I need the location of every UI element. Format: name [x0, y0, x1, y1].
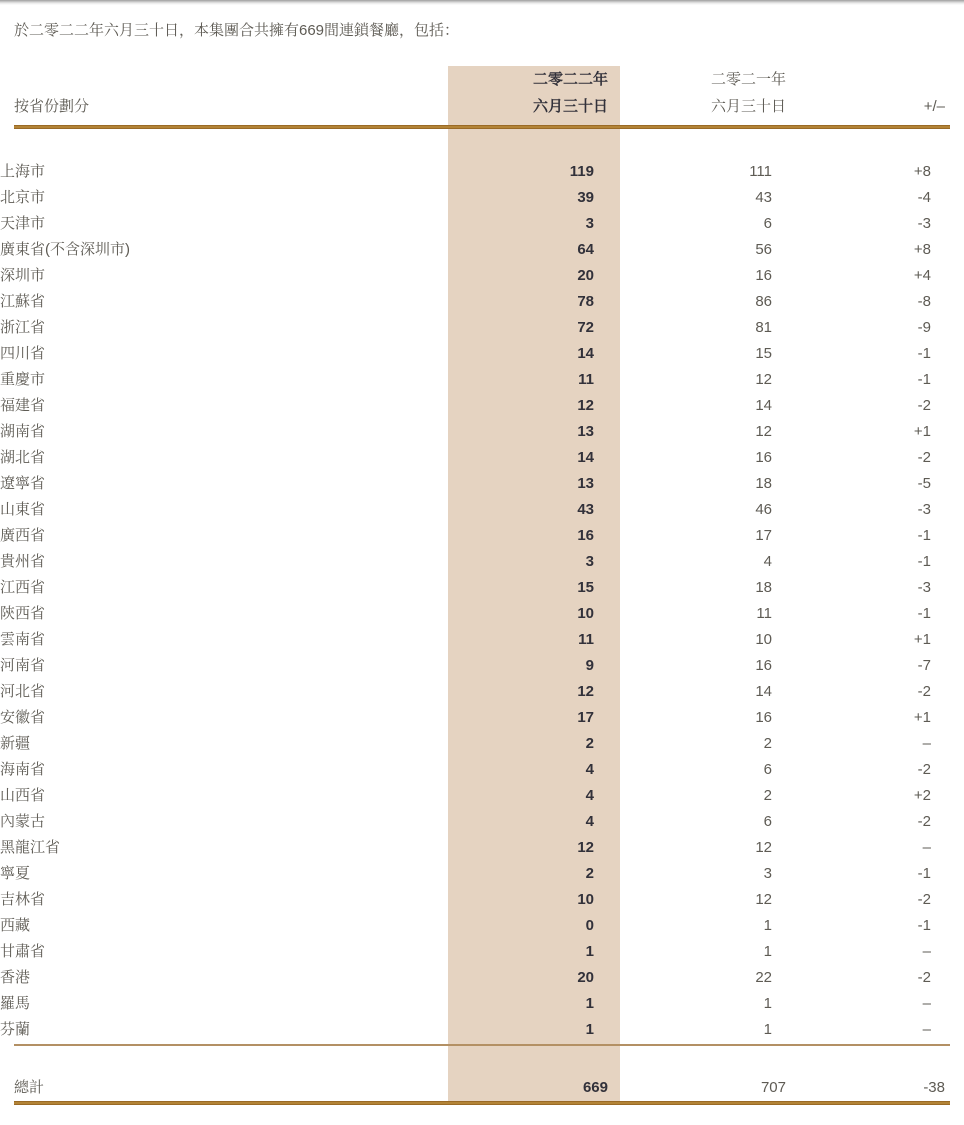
value-2022: 12: [577, 683, 594, 700]
value-change: -2: [917, 969, 931, 986]
value-change: -1: [917, 917, 931, 934]
table-row: [0, 601, 964, 627]
table-row: [0, 445, 964, 471]
value-2021: 12: [755, 891, 772, 908]
value-2022: 10: [577, 605, 594, 622]
value-2022: 0: [585, 917, 594, 934]
value-2022: 4: [585, 761, 594, 778]
value-change: -1: [917, 371, 931, 388]
value-2021: 16: [755, 267, 772, 284]
value-2022: 119: [569, 163, 594, 180]
value-change: -1: [917, 345, 931, 362]
province-name: 四川省: [0, 345, 46, 362]
value-2022: 12: [577, 839, 594, 856]
value-2021: 43: [755, 189, 772, 206]
total-change: -38: [923, 1079, 945, 1096]
value-2022: 1: [585, 995, 594, 1012]
table-bottom-rule: [14, 1101, 950, 1105]
column-header-2022: [448, 66, 620, 120]
value-change: –: [922, 943, 931, 960]
value-2021: 1: [763, 943, 772, 960]
value-2022: 39: [577, 189, 594, 206]
header-divider-rule: [14, 125, 950, 129]
value-2022: 9: [585, 657, 594, 674]
value-2021: 1: [763, 917, 772, 934]
value-2022: 13: [577, 475, 594, 492]
value-2022: 4: [585, 787, 594, 804]
value-change: -4: [917, 189, 931, 206]
value-2021: 111: [749, 163, 772, 180]
table-row: [0, 783, 964, 809]
table-row: [0, 575, 964, 601]
table-row: [0, 393, 964, 419]
value-change: -5: [917, 475, 931, 492]
value-2021: 16: [755, 449, 772, 466]
province-name: 重慶市: [0, 371, 46, 388]
value-change: -2: [917, 397, 931, 414]
province-name: 安徽省: [0, 709, 46, 726]
table-row: [0, 523, 964, 549]
value-2021: 12: [755, 839, 772, 856]
table-row: [0, 965, 964, 991]
value-change: +1: [913, 709, 931, 726]
province-name: 江西省: [0, 579, 46, 596]
table-row: [0, 679, 964, 705]
province-name: 羅馬: [0, 995, 31, 1012]
value-change: –: [922, 1021, 931, 1038]
value-change: -3: [917, 579, 931, 596]
value-2021: 6: [763, 813, 772, 830]
table-row: [0, 367, 964, 393]
value-2021: 2: [763, 735, 772, 752]
province-name: 河南省: [0, 657, 46, 674]
value-2021: 17: [755, 527, 772, 544]
column-header-2022-date: 六月三十日: [532, 98, 608, 115]
value-2021: 2: [763, 787, 772, 804]
province-name: 吉林省: [0, 891, 46, 908]
value-2022: 17: [577, 709, 594, 726]
value-change: -2: [917, 813, 931, 830]
province-name: 芬蘭: [0, 1021, 31, 1038]
value-2021: 15: [755, 345, 772, 362]
table-row: [0, 159, 964, 185]
value-2021: 12: [755, 423, 772, 440]
value-2022: 78: [577, 293, 594, 310]
value-2021: 22: [755, 969, 772, 986]
value-change: +1: [913, 631, 931, 648]
province-name: 北京市: [0, 189, 46, 206]
value-2022: 4: [585, 813, 594, 830]
value-2021: 11: [756, 605, 772, 622]
table-row: [0, 757, 964, 783]
value-change: +8: [913, 163, 931, 180]
province-name: 浙江省: [0, 319, 46, 336]
table-row: [0, 289, 964, 315]
value-change: -3: [917, 215, 931, 232]
province-name: 湖南省: [0, 423, 46, 440]
value-2021: 18: [755, 579, 772, 596]
province-name: 陝西省: [0, 605, 46, 622]
value-2022: 15: [577, 579, 594, 596]
table-row: [0, 263, 964, 289]
value-2021: 16: [755, 657, 772, 674]
value-2022: 2: [585, 735, 594, 752]
value-2022: 12: [577, 397, 594, 414]
table-row: [0, 887, 964, 913]
total-label: 總計: [14, 1079, 45, 1096]
value-2022: 72: [577, 319, 594, 336]
value-change: -8: [917, 293, 931, 310]
column-header-2021-year: 二零二一年: [710, 71, 786, 88]
province-name: 山西省: [0, 787, 46, 804]
table-row: [0, 211, 964, 237]
table-row: [0, 705, 964, 731]
province-name: 上海市: [0, 163, 46, 180]
value-2022: 2: [585, 865, 594, 882]
value-change: -2: [917, 891, 931, 908]
table-row: [0, 1017, 964, 1043]
value-2021: 1: [763, 1021, 772, 1038]
value-change: -1: [917, 605, 931, 622]
column-header-2021: [620, 66, 788, 120]
table-row: [0, 237, 964, 263]
total-row: [14, 1075, 950, 1101]
value-2022: 1: [585, 1021, 594, 1038]
value-2022: 13: [577, 423, 594, 440]
table-row: [0, 913, 964, 939]
province-name: 新疆: [0, 735, 31, 752]
value-2021: 6: [763, 761, 772, 778]
table-row: [0, 809, 964, 835]
value-2021: 14: [755, 397, 772, 414]
total-value-2022: 669: [582, 1079, 608, 1096]
value-2022: 3: [585, 215, 594, 232]
page-top-edge-shade: [0, 0, 964, 5]
value-2021: 3: [763, 865, 772, 882]
report-page: [0, 20, 964, 1105]
province-name: 天津市: [0, 215, 46, 232]
column-header-2022-year: 二零二二年: [532, 71, 608, 88]
value-2021: 6: [763, 215, 772, 232]
table-row: [0, 835, 964, 861]
province-rows: [0, 159, 964, 1043]
value-change: –: [922, 735, 931, 752]
value-2022: 16: [577, 527, 594, 544]
value-change: -3: [917, 501, 931, 518]
province-name: 江蘇省: [0, 293, 46, 310]
value-2021: 86: [755, 293, 772, 310]
value-2021: 10: [755, 631, 772, 648]
value-2022: 14: [577, 345, 594, 362]
column-header-2021-date: 六月三十日: [710, 98, 786, 115]
value-2021: 12: [755, 371, 772, 388]
table-row: [0, 939, 964, 965]
province-name: 甘肅省: [0, 943, 46, 960]
value-2021: 18: [755, 475, 772, 492]
table-row: [0, 861, 964, 887]
table-row: [0, 627, 964, 653]
province-name: 貴州省: [0, 553, 46, 570]
value-2022: 20: [577, 969, 594, 986]
table-row: [0, 419, 964, 445]
province-name: 雲南省: [0, 631, 46, 648]
column-header-change: +/–: [923, 98, 945, 115]
value-change: –: [922, 839, 931, 856]
province-name: 香港: [0, 969, 31, 986]
value-change: –: [922, 995, 931, 1012]
table-row: [0, 471, 964, 497]
province-name: 內蒙古: [0, 813, 46, 830]
value-change: -1: [917, 527, 931, 544]
column-header-by-province: 按省份劃分: [14, 98, 90, 115]
province-name: 山東省: [0, 501, 46, 518]
province-name: 河北省: [0, 683, 46, 700]
value-2021: 14: [755, 683, 772, 700]
province-name: 湖北省: [0, 449, 46, 466]
value-change: -2: [917, 449, 931, 466]
table-row: [0, 315, 964, 341]
value-2022: 20: [577, 267, 594, 284]
value-change: -9: [917, 319, 931, 336]
table-row: [0, 497, 964, 523]
table-row: [0, 653, 964, 679]
value-2021: 16: [755, 709, 772, 726]
total-value-2021: 707: [760, 1079, 786, 1096]
value-change: -7: [917, 657, 931, 674]
table-row: [0, 185, 964, 211]
value-2022: 11: [578, 631, 594, 648]
province-name: 廣東省(不含深圳市): [0, 241, 130, 258]
table-row: [0, 549, 964, 575]
value-2022: 64: [577, 241, 594, 258]
value-change: +4: [913, 267, 931, 284]
value-2022: 1: [585, 943, 594, 960]
value-2022: 11: [578, 371, 594, 388]
value-2021: 4: [763, 553, 772, 570]
pre-total-divider-rule: [14, 1044, 950, 1046]
province-name: 福建省: [0, 397, 46, 414]
province-name: 海南省: [0, 761, 46, 778]
intro-text: 於二零二二年六月三十日，本集團合共擁有669間連鎖餐廳，包括：: [14, 22, 460, 39]
value-2021: 46: [755, 501, 772, 518]
table-row: [0, 731, 964, 757]
value-change: -2: [917, 761, 931, 778]
table-header-row: [14, 66, 950, 125]
province-name: 黑龍江省: [0, 839, 61, 856]
value-2022: 14: [577, 449, 594, 466]
value-2022: 43: [577, 501, 594, 518]
value-change: -1: [917, 553, 931, 570]
province-name: 遼寧省: [0, 475, 46, 492]
value-change: -2: [917, 683, 931, 700]
table-row: [0, 991, 964, 1017]
province-name: 深圳市: [0, 267, 46, 284]
province-name: 廣西省: [0, 527, 46, 544]
province-name: 西藏: [0, 917, 31, 934]
value-2022: 10: [577, 891, 594, 908]
value-2021: 1: [763, 995, 772, 1012]
value-2021: 56: [755, 241, 772, 258]
value-change: +2: [913, 787, 931, 804]
value-change: -1: [917, 865, 931, 882]
value-2022: 3: [585, 553, 594, 570]
value-2021: 81: [755, 319, 772, 336]
value-change: +8: [913, 241, 931, 258]
province-name: 寧夏: [0, 865, 31, 882]
value-change: +1: [913, 423, 931, 440]
table-row: [0, 341, 964, 367]
